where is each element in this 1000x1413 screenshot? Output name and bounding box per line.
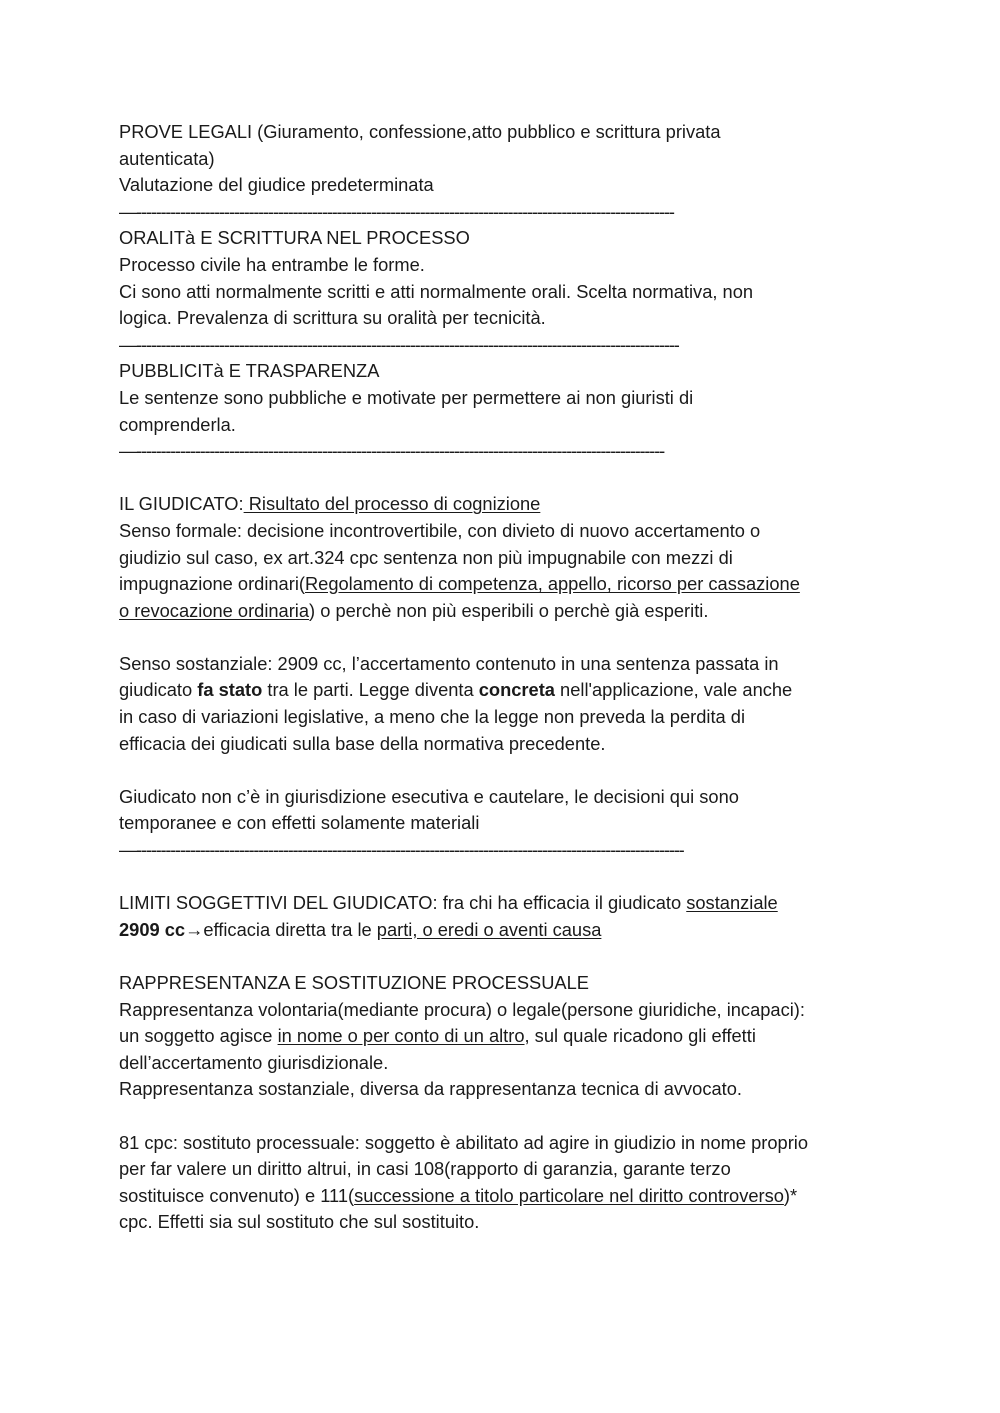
oralita-text-line: Ci sono atti normalmente scritti e atti normalmente orali. Scelta normativa, non	[119, 280, 754, 302]
limiti-heading	[119, 890, 909, 917]
giudicato-formale-line	[119, 571, 909, 598]
separator-line: —------------------------------------------------------------------------------------------------------------	[119, 440, 664, 462]
rappresentanza-heading: RAPPRESENTANZA E SOSTITUZIONE PROCESSUALE	[119, 972, 589, 993]
giudicato-heading	[119, 491, 909, 518]
blank-line	[119, 864, 909, 891]
text-run: nell'applicazione, vale anche	[554, 679, 793, 701]
pubblicita-text-line: Le sentenze sono pubbliche e motivate per permettere ai non giuristi di	[119, 386, 694, 408]
text-run: sostituisce convenuto) e 111(	[119, 1184, 355, 1206]
blank-line	[119, 943, 909, 970]
blank-line	[119, 624, 909, 651]
rappresentanza-text-line: Rappresentanza volontaria(mediante procura) o legale(persone giuridiche, incapaci):	[119, 998, 805, 1020]
underlined-text: parti, o eredi o aventi causa	[376, 918, 602, 940]
prove-legali-heading: PROVE LEGALI (Giuramento, confessione,atto pubblico e scrittura privata	[119, 121, 721, 142]
limiti-text-line	[119, 917, 909, 944]
giudicato-heading-subtitle: Risultato del processo di cognizione	[243, 493, 541, 515]
text-run: giudicato	[119, 679, 198, 701]
rappresentanza-text-line: Rappresentanza sostanziale, diversa da rappresentanza tecnica di avvocato.	[119, 1078, 742, 1100]
text-run: )*	[783, 1184, 798, 1206]
text-run: , sul quale ricadono gli effetti	[524, 1025, 756, 1047]
oralita-text-line: logica. Prevalenza di scrittura su oralità per tecnicità.	[119, 307, 546, 329]
oralita-heading: ORALITà E SCRITTURA NEL PROCESSO	[119, 227, 470, 249]
separator-line: —---------------------------------------------------------------------------------------------------------------	[119, 333, 679, 355]
document-page	[119, 119, 909, 1236]
text-run: LIMITI SOGGETTIVI DEL GIUDICATO: fra chi ha efficacia il giudicato	[119, 892, 687, 914]
sostituto-text-line: 81 cpc: sostituto processuale: soggetto è abilitato ad agire in giudizio in nome proprio	[119, 1131, 809, 1153]
giudicato-esecutiva-line: temporanee e con effetti solamente materiali	[119, 812, 480, 834]
bold-text: concreta	[478, 679, 555, 701]
underlined-text: sostanziale	[686, 892, 778, 914]
sostituto-text-line: per far valere un diritto altrui, in casi 108(rapporto di garanzia, garante terzo	[119, 1158, 731, 1180]
underlined-text: successione a titolo particolare nel diritto controverso	[354, 1184, 784, 1206]
underlined-text: Regolamento di competenza, appello, ricorso per cassazione	[304, 573, 800, 595]
giudicato-esecutiva-line: Giudicato non c’è in giurisdizione esecutiva e cautelare, le decisioni qui sono	[119, 785, 739, 807]
separator-line: —--------------------------------------------------------------------------------------------------------------	[119, 200, 674, 222]
oralita-text-line: Processo civile ha entrambe le forme.	[119, 253, 425, 275]
prove-legali-text: Valutazione del giudice predeterminata	[119, 174, 434, 196]
underlined-text: in nome o per conto di un altro	[277, 1025, 525, 1047]
blank-line	[119, 757, 909, 784]
sostituto-text-line	[119, 1183, 909, 1210]
giudicato-heading-label: IL GIUDICATO:	[119, 493, 244, 515]
text-run: →efficacia diretta tra le	[185, 918, 377, 940]
underlined-text: o revocazione ordinaria	[119, 599, 310, 621]
giudicato-sostanziale-line: Senso sostanziale: 2909 cc, l’accertamento contenuto in una sentenza passata in	[119, 652, 779, 674]
giudicato-sostanziale-line	[119, 677, 909, 704]
bold-text: fa stato	[197, 679, 263, 701]
prove-legali-heading-cont: autenticata)	[119, 147, 215, 169]
text-run: un soggetto agisce	[119, 1025, 278, 1047]
bold-text: 2909 cc	[119, 918, 186, 940]
giudicato-sostanziale-line: efficacia dei giudicati sulla base della normativa precedente.	[119, 732, 606, 754]
text-run: tra le parti. Legge diventa	[262, 679, 479, 701]
pubblicita-heading: PUBBLICITà E TRASPARENZA	[119, 360, 380, 382]
text-run: impugnazione ordinari(	[119, 573, 305, 595]
giudicato-formale-line: Senso formale: decisione incontrovertibile, con divieto di nuovo accertamento o	[119, 519, 761, 541]
giudicato-sostanziale-line: in caso di variazioni legislative, a meno che la legge non preveda la perdita di	[119, 706, 746, 728]
pubblicita-text-line: comprenderla.	[119, 413, 236, 435]
giudicato-formale-line	[119, 598, 909, 625]
text-run: ) o perchè non più esperibili o perchè già esperiti.	[309, 599, 709, 621]
rappresentanza-text-line: dell’accertamento giurisdizionale.	[119, 1051, 389, 1073]
blank-line	[119, 465, 909, 492]
rappresentanza-text-line	[119, 1023, 909, 1050]
sostituto-text-line: cpc. Effetti sia sul sostituto che sul sostituito.	[119, 1211, 480, 1233]
separator-line: —----------------------------------------------------------------------------------------------------------------	[119, 839, 684, 861]
giudicato-formale-line: giudizio sul caso, ex art.324 cpc sentenza non più impugnabile con mezzi di	[119, 546, 733, 568]
blank-line	[119, 1103, 909, 1130]
